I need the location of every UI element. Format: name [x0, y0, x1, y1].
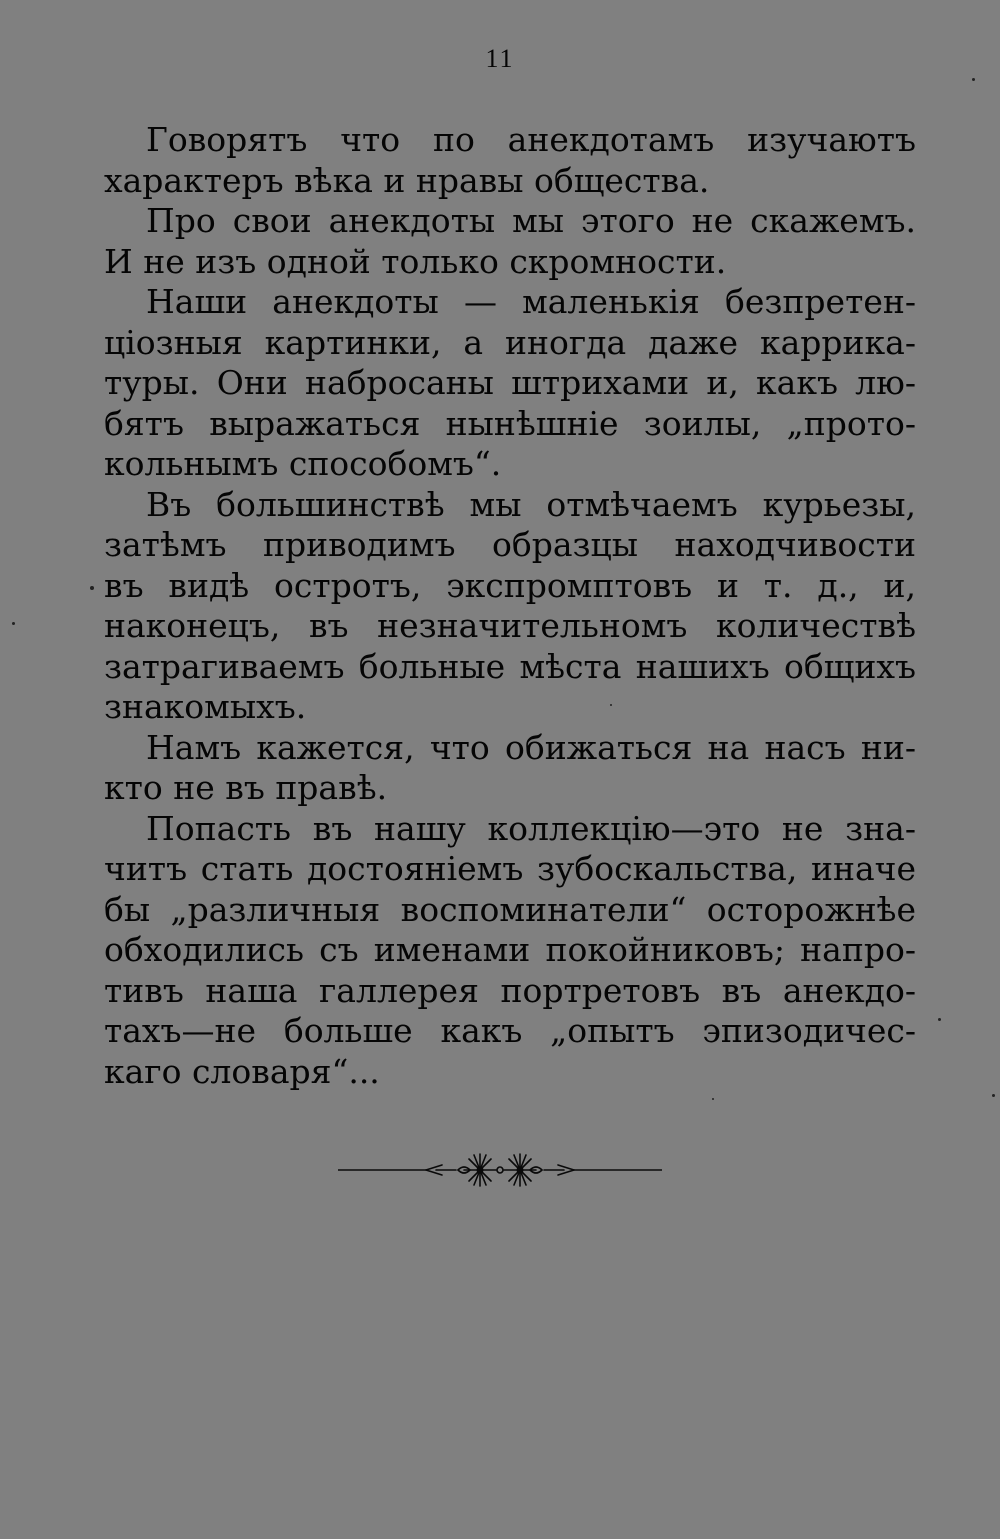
paragraph-line: кольнымъ способомъ“. — [104, 444, 502, 483]
scan-speck — [972, 78, 975, 81]
paragraph-line: затрагиваемъ больные мѣста нашихъ общихъ — [104, 646, 916, 686]
paragraph-first-line: Намъ кажется, что обижаться на насъ ни- — [146, 727, 916, 767]
paragraph-line: ціозныя картинки, а иногда даже каррика- — [104, 322, 916, 362]
paragraph-first-line: Попасть въ нашу коллекцію—это не зна- — [146, 808, 916, 848]
paragraph-line: наконецъ, въ незначительномъ количествѣ — [104, 606, 916, 645]
tailpiece-ornament — [338, 1146, 662, 1196]
paragraph-first-line: Наши анекдоты — маленькія безпретен- — [146, 282, 916, 321]
paragraph-line: бы „различныя воспоминатели“ осторожнѣе — [104, 889, 916, 929]
paragraph-first-line: Про свои анекдоты мы этого не скажемъ. — [146, 201, 916, 240]
paragraph-line: тивъ наша галлерея портретовъ въ анекдо- — [104, 970, 916, 1010]
scan-speck — [992, 1094, 995, 1097]
page-number: 11 — [485, 44, 515, 73]
scan-speck — [938, 1018, 941, 1021]
paragraph-line: каго словаря“... — [104, 1051, 380, 1091]
body-text — [104, 120, 916, 1092]
paragraph-first-line: Въ большинствѣ мы отмѣчаемъ курьезы, — [146, 484, 916, 524]
paragraph-line: читъ стать достояніемъ зубоскальства, иначе — [104, 849, 916, 888]
paragraph-line: бятъ выражаться нынѣшніе зоилы, „прото- — [104, 403, 916, 443]
scan-speck — [90, 586, 94, 590]
scan-speck — [12, 622, 15, 625]
paragraph-line: характеръ вѣка и нравы общества. — [104, 160, 710, 200]
paragraph-line: затѣмъ приводимъ образцы находчивости — [104, 525, 916, 564]
paragraph-line: обходились съ именами покойниковъ; напро- — [104, 930, 916, 969]
scan-speck — [712, 1098, 714, 1100]
paragraph-line: И не изъ одной только скромности. — [104, 241, 727, 281]
scan-speck — [610, 704, 612, 706]
paragraph-line: кто не въ правѣ. — [104, 768, 388, 807]
paragraph-line: тахъ—не больше какъ „опытъ эпизодичес- — [104, 1011, 916, 1050]
paragraph-first-line: Говорятъ что по анекдотамъ изучаютъ — [146, 120, 916, 159]
paragraph-line: въ видѣ остротъ, экспромптовъ и т. д., и, — [104, 565, 916, 605]
paragraph-line: туры. Они набросаны штрихами и, какъ лю- — [104, 363, 916, 402]
paragraph-line: знакомыхъ. — [104, 687, 307, 726]
